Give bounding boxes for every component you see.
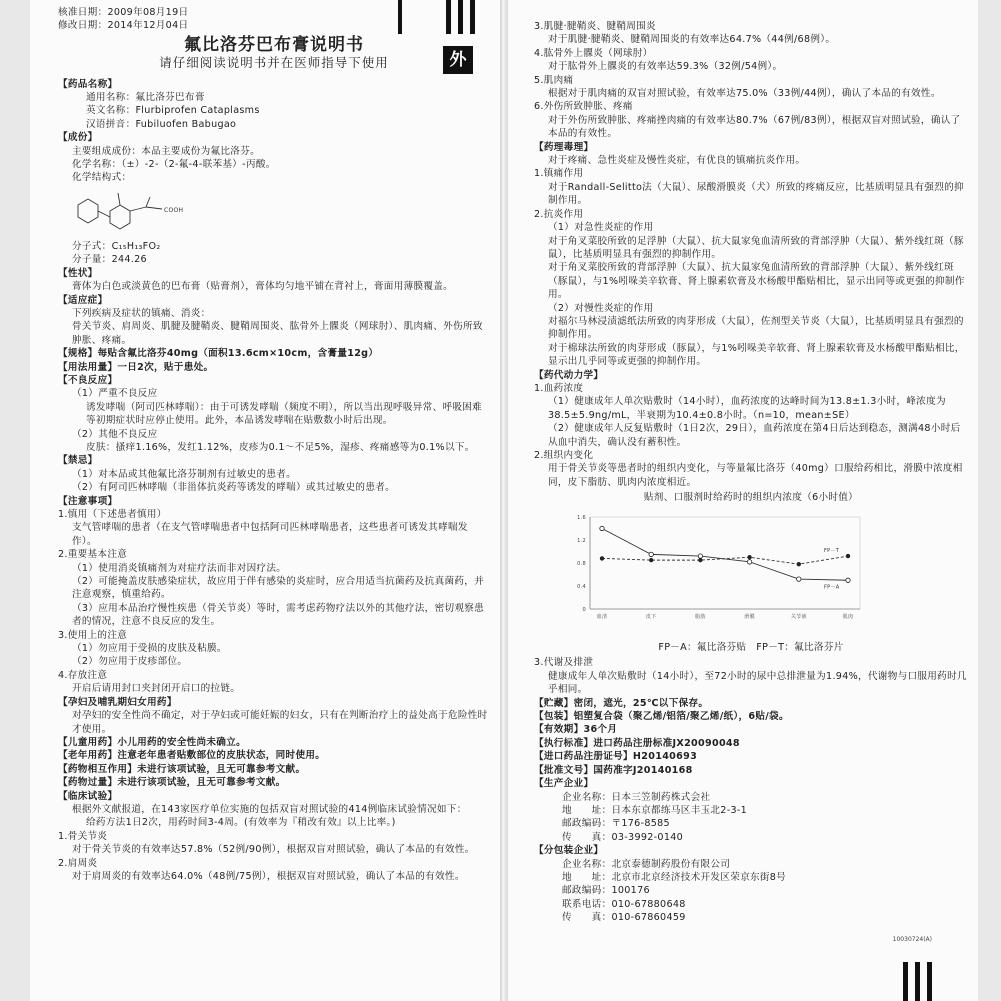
text-line: 邮政编码：〒176-8585 [562, 818, 670, 830]
text-line: 对孕妇的安全性尚不确定，对于孕妇或可能妊娠的妇女，只有在判断治疗上的益处高于危险性时才使用。 [72, 710, 488, 735]
section-heading: 【适应症】 [58, 294, 108, 306]
section-heading: 【药物相互作用】未进行该项试验，且无可靠参考文献。 [58, 763, 306, 775]
series-line [602, 556, 848, 564]
x-tick-label: 脂肪 [695, 613, 706, 620]
document-code: 10030724(A) [892, 936, 932, 943]
text-line: 开启后请用封口夹封闭开启口的拉链。 [72, 683, 241, 695]
text-line: （2）有阿司匹林哮喘（非甾体抗炎药等诱发的哮喘）或其过敏史的患者。 [72, 482, 396, 494]
section-heading: 【老年用药】注意老年患者贴敷部位的皮肤状态，同时使用。 [58, 750, 326, 762]
data-point [797, 577, 801, 581]
text-line: 5.肌肉痛 [534, 74, 574, 86]
text-line: 英文名称：Flurbiprofen Cataplasms [86, 105, 260, 117]
data-point [649, 552, 653, 556]
document-title: 氟比洛芬巴布膏说明书 [184, 34, 364, 55]
text-line: 化学名称：（±）-2-（2-氟-4-联苯基）-丙酸。 [72, 159, 276, 171]
text-line: 皮肤：搔痒1.16%，发红1.12%，皮疹为0.1～不足5%，湿疹、疼痛感等为0.1%以下。 [86, 441, 475, 453]
text-line: 2.重要基本注意 [58, 549, 128, 561]
text-line: 2.组织内变化 [534, 450, 594, 461]
section-heading: 【儿童用药】小儿用药的安全性尚未确立。 [58, 736, 246, 748]
text-line: 1.镇痛作用 [534, 168, 584, 180]
section-heading: 【药理毒理】 [534, 141, 594, 153]
text-line: （1）健康成年人单次贴敷时（14小时），血药浓度的达峰时间为13.8±1.3小时，峰浓度为38.5±5.9ng/mL，半衰期为10.4±0.8小时。（n=10，mean±SE） [548, 396, 946, 421]
text-line: 1.骨关节炎 [58, 830, 108, 842]
section-heading: 【临床试验】 [58, 790, 118, 802]
text-line: 用于骨关节炎等患者时的组织内变化，与等量氟比洛芬（40mg）口服给药相比，滑膜中浓度相同，皮下脂肪、肌肉内浓度相近。 [548, 463, 963, 488]
text-line: （2）勿应用于皮疹部位。 [72, 656, 188, 668]
barcode-marks-bottom [903, 962, 932, 1001]
text-line: （1）对本品或其他氟比洛芬制剂有过敏史的患者。 [72, 468, 297, 480]
text-line: 对于肩周炎的有效率达64.0%（48例/75例），根据双盲对照试验，确认了本品的有效性。 [72, 870, 465, 882]
text-line: 膏体为白色或淡黄色的巴布膏（贴膏剂），膏体均匀地平铺在背衬上，膏面用薄膜覆盖。 [72, 281, 454, 293]
text-line: 对于角叉菜胶所致的足浮肿（大鼠）、抗大鼠家兔血清所致的背部浮肿（大鼠）、紫外线红斑（豚鼠），比基质明显具有强烈的抑制作用。 [548, 235, 964, 260]
text-line: 3.代谢及排泄 [534, 657, 594, 669]
section-heading: 【规格】每贴含氟比洛芬40mg（面积13.6cm×10cm，含膏量12g） [58, 348, 379, 360]
page-gutter [500, 0, 508, 1001]
text-line: （2）健康成年人反复贴敷时（1日2次，29日），血药浓度在第4日后达到稳态，测满48小时后从血中消失，确认没有蓄积性。 [548, 423, 961, 448]
text-line: 对于肌腱·腱鞘炎、腱鞘周围炎的有效率达64.7%（44例/68例）。 [548, 34, 836, 46]
text-line: 对于肱骨外上髁炎的有效率达59.3%（32例/54例）。 [548, 61, 783, 73]
text-line: （1）勿应用于受损的皮肤及粘膜。 [72, 643, 227, 655]
text-line: 健康成年人单次贴敷时（14小时），至72小时的尿中总排泄量为1.94%，代谢物与口服用药时几乎相同。 [548, 670, 967, 696]
text-line: 下列疾病及症状的镇痛、消炎： [72, 307, 211, 319]
left-page [30, 0, 500, 1001]
data-point [748, 555, 752, 559]
y-tick-label: 1.2 [577, 537, 586, 544]
text-line: 汉语拼音：Fubiluofen Babugao [86, 118, 237, 130]
text-line: 支气管哮喘的患者（在支气管哮喘患者中包括阿司匹林哮喘患者，这些患者可诱发其哮喘发作）。 [72, 522, 468, 547]
section-heading: 【进口药品注册证号】H20140693 [534, 751, 698, 763]
text-line: 给药方法1日2次，用药时间3-4周。(有效率为『稍改有效』以上比率。) [86, 817, 396, 829]
data-point [600, 526, 604, 530]
text-line: 企业名称：日本三笠制药株式会社 [562, 791, 711, 803]
data-point [649, 558, 653, 562]
text-line: 化学结构式： [72, 172, 132, 184]
section-heading: 【分包装企业】 [534, 845, 604, 857]
data-point [846, 578, 850, 582]
text-line: 联系电话：010-67880648 [562, 898, 686, 910]
plot-frame [590, 517, 860, 609]
text-line: 6.外伤所致肿胀、疼痛 [534, 101, 633, 113]
text-line: （3）应用本品治疗慢性疾患（骨关节炎）等时，需考虑药物疗法以外的其他疗法，密切观察患者的情况，注意不良反应的发生。 [72, 602, 485, 628]
external-use-tag: 外 [443, 46, 473, 74]
text-line: 分子量：244.26 [72, 254, 147, 266]
revision-date: 修改日期：2014年12月04日 [58, 20, 189, 32]
section-heading: 【包装】铝塑复合袋（聚乙烯/铝箔/聚乙烯/纸），6贴/袋。 [534, 711, 789, 723]
series-label: FP－A [824, 583, 840, 590]
chemical-structure [58, 185, 490, 240]
right-page [508, 0, 978, 1001]
section-heading: 【用法用量】一日2次，贴于患处。 [58, 361, 214, 373]
text-line: 骨关节炎、肩周炎、肌腱及腱鞘炎、腱鞘周围炎、肱骨外上髁炎（网球肘）、肌肉痛、外伤所致肿胀、疼痛。 [72, 321, 483, 346]
y-tick-label: 0.4 [577, 583, 586, 590]
text-line: 对于Randall-Selitto法（大鼠）、尿酸滑膜炎（犬）所致的疼痛反应，比基质明显具有强烈的抑制作用。 [548, 181, 964, 207]
text-line: 1.慎用（下述患者慎用） [58, 509, 167, 520]
text-line: （1）对急性炎症的作用 [548, 222, 654, 234]
y-tick-label: 0.8 [577, 560, 586, 567]
text-line: 4.存放注意 [58, 669, 108, 681]
text-line: （2）对慢性炎症的作用 [548, 302, 654, 314]
text-line: 对于疼痛、急性炎症及慢性炎症，有优良的镇痛抗炎作用。 [548, 155, 806, 167]
text-line: 企业名称：北京泰德制药股份有限公司 [562, 858, 731, 870]
chart-title: 贴剂、口服剂时给药时的组织内浓度（6小时值） [643, 492, 859, 504]
section-heading: 【执行标准】进口药品注册标准JX20090048 [534, 737, 740, 749]
text-line: 传 真：010-67860459 [562, 912, 686, 924]
data-point [747, 559, 751, 563]
section-heading: 【注意事项】 [58, 495, 118, 507]
text-line: 主要组成成份：本品主要成份为氟比洛芬。 [72, 145, 260, 157]
y-tick-label: 0 [582, 606, 586, 613]
series-label: FP－T [824, 547, 840, 554]
text-line: 根据外文献报道，在143家医疗单位实施的包括双盲对照试验的414例临床试验情况如下： [72, 803, 467, 815]
left-column [58, 6, 490, 883]
text-line: 对于角叉菜胶所致的背部浮肿（大鼠）、抗大鼠家兔血清所致的背部浮肿（大鼠）、紫外线红斑（豚鼠），与1%吲哚美辛软膏、肾上腺素软膏及水杨酸甲酯贴相比，显示出同等或更强的抑制作用。 [548, 262, 965, 301]
text-line: （1）使用消炎镇痛剂为对症疗法而非对因疗法。 [72, 562, 287, 574]
data-point [698, 554, 702, 558]
x-tick-label: 关节液 [790, 613, 807, 620]
text-line: 地 址：北京市北京经济技术开发区荣京东街8号 [562, 871, 787, 883]
text-line: 对于骨关节炎的有效率达57.8%（52例/90例），根据双盲对照试验，确认了本品的有效性。 [72, 844, 475, 856]
x-tick-label: 肌肉 [842, 613, 854, 620]
text-line: 4.肱骨外上髁炎（网球肘） [534, 47, 653, 59]
x-tick-label: 血清 [596, 613, 608, 620]
section-heading: 【批准文号】国药准字J20140168 [534, 764, 693, 776]
tissue-concentration-chart [550, 509, 880, 629]
section-heading: 【贮藏】密闭，遮光，25℃以下保存。 [534, 697, 709, 709]
text-line: 3.肌腱·腱鞘炎、腱鞘周围炎 [534, 21, 656, 32]
text-line: 邮政编码：100176 [562, 885, 650, 897]
data-point [699, 558, 703, 562]
text-line: 根据对于肌肉痛的双盲对照试验，有效率达75.0%（33例/44例），确认了本品的有效性。 [548, 88, 941, 100]
text-line: （2）可能掩盖皮肤感染症状，故应用于伴有感染的炎症时，应合用适当抗菌药及抗真菌药，并注意观察，慎重给药。 [72, 576, 485, 601]
section-heading: 【药品名称】 [58, 78, 118, 90]
text-line: 对福尔马林浸渍滤纸法所致的肉芽形成（大鼠），佐剂型关节炎（大鼠），比基质明显具有强烈的抑制作用。 [548, 315, 964, 341]
text-line: 3.使用上的注意 [58, 629, 128, 641]
text-line: 2.肩周炎 [58, 857, 98, 869]
text-line: 诱发哮喘（阿司匹林哮喘）：由于可诱发哮喘（频度不明），所以当出现呼吸异常、呼吸困难等初期症状时应停止使用。此外，本品诱发哮喘在贴敷数小时后出现。 [86, 401, 483, 427]
section-heading: 【性状】 [58, 267, 98, 279]
text-line: 传 真：03-3992-0140 [562, 831, 684, 843]
section-heading: 【禁忌】 [58, 455, 98, 467]
section-heading: 【生产企业】 [534, 778, 594, 790]
text-line: （1）严重不良反应 [72, 388, 158, 400]
data-point [600, 556, 604, 560]
section-heading: 【药物过量】未进行该项试验，且无可靠参考文献。 [58, 777, 286, 789]
text-line: （2）其他不良反应 [72, 428, 158, 440]
chart-legend: FP－A：氟比洛芬贴 FP－T：氟比洛芬片 [658, 642, 844, 654]
text-line: 2.抗炎作用 [534, 208, 584, 220]
section-heading: 【不良反应】 [58, 374, 118, 386]
data-point [797, 562, 801, 566]
y-tick-label: 1.6 [577, 514, 586, 521]
data-point [846, 554, 850, 558]
series-line [602, 528, 848, 580]
section-heading: 【药代动力学】 [534, 369, 604, 381]
x-tick-label: 皮下 [645, 613, 657, 620]
right-column [534, 20, 968, 925]
section-heading: 【孕妇及哺乳期妇女用药】 [58, 696, 177, 708]
svg-text:COOH: COOH [164, 206, 184, 214]
section-heading: 【成份】 [58, 132, 98, 144]
section-heading: 【有效期】36个月 [534, 724, 618, 736]
document-subtitle: 请仔细阅读说明书并在医师指导下使用 [159, 55, 389, 71]
text-line: 对于棉球法所致的肉芽形成（豚鼠），与1%吲哚美辛软膏、肾上腺素软膏及水杨酸甲酯贴相比，显示出几乎同等或更强的抑制作用。 [548, 342, 965, 368]
text-line: 地 址：日本东京都练马区丰玉北2-3-1 [562, 804, 748, 816]
text-line: 分子式：C₁₅H₁₃FO₂ [72, 240, 161, 252]
text-line: 1.血药浓度 [534, 382, 584, 394]
x-tick-label: 滑膜 [744, 613, 755, 620]
approval-date: 核准日期：2009年08月19日 [58, 7, 189, 18]
text-line: 通用名称：氟比洛芬巴布膏 [86, 92, 205, 104]
text-line: 对于外伤所致肿胀、疼痛挫肉痛的有效率达80.7%（67例/83例），根据双盲对照试验，确认了本品的有效性。 [548, 114, 961, 140]
